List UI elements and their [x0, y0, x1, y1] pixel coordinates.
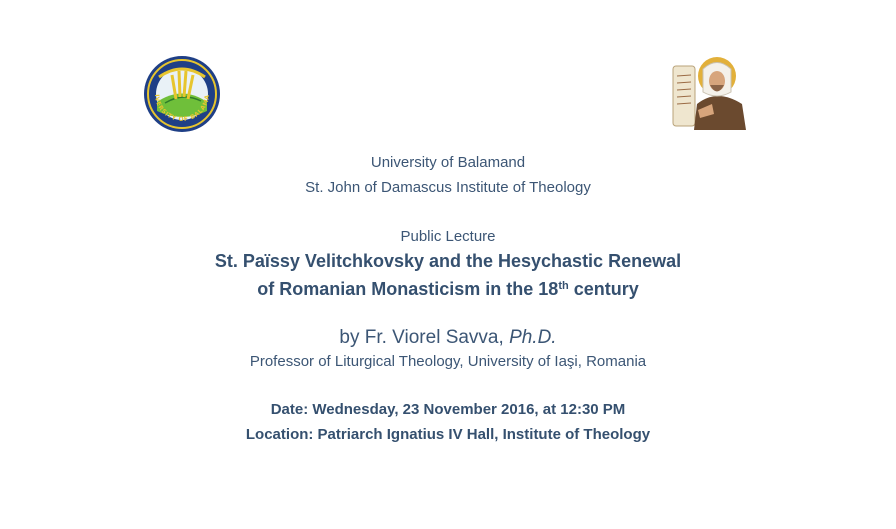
lecture-kind: Public Lecture — [400, 228, 496, 245]
announcement — [0, 150, 896, 447]
saint-icon — [670, 52, 748, 130]
lecture-title-line2-post: century — [573, 279, 639, 299]
speaker-degree: Ph.D. — [509, 327, 557, 348]
logo-arc-text: IVERSITY OF BALAMA — [152, 94, 212, 124]
university-name: University of Balamand — [370, 154, 526, 171]
speaker-affiliation: Professor of Liturgical Theology, University of Iaşi, Romania — [249, 353, 647, 370]
event-date: Date: Wednesday, 23 November 2016, at 12:30 PM — [270, 401, 626, 418]
lecture-title-line1: St. Païssy Velitchkovsky and the Hesychastic Renewal — [214, 251, 682, 271]
institute-name: St. John of Damascus Institute of Theology — [305, 179, 591, 196]
lecture-title-line2-pre: of Romanian Monasticism in the 18 — [257, 279, 559, 299]
lecture-title-line2 — [0, 275, 896, 303]
speaker-name: by Fr. Viorel Savva, — [339, 327, 510, 348]
speaker-line — [0, 325, 896, 351]
event-location: Location: Patriarch Ignatius IV Hall, Institute of Theology — [245, 426, 651, 443]
lecture-title-ordinal: th — [558, 280, 569, 292]
university-logo — [143, 55, 221, 133]
